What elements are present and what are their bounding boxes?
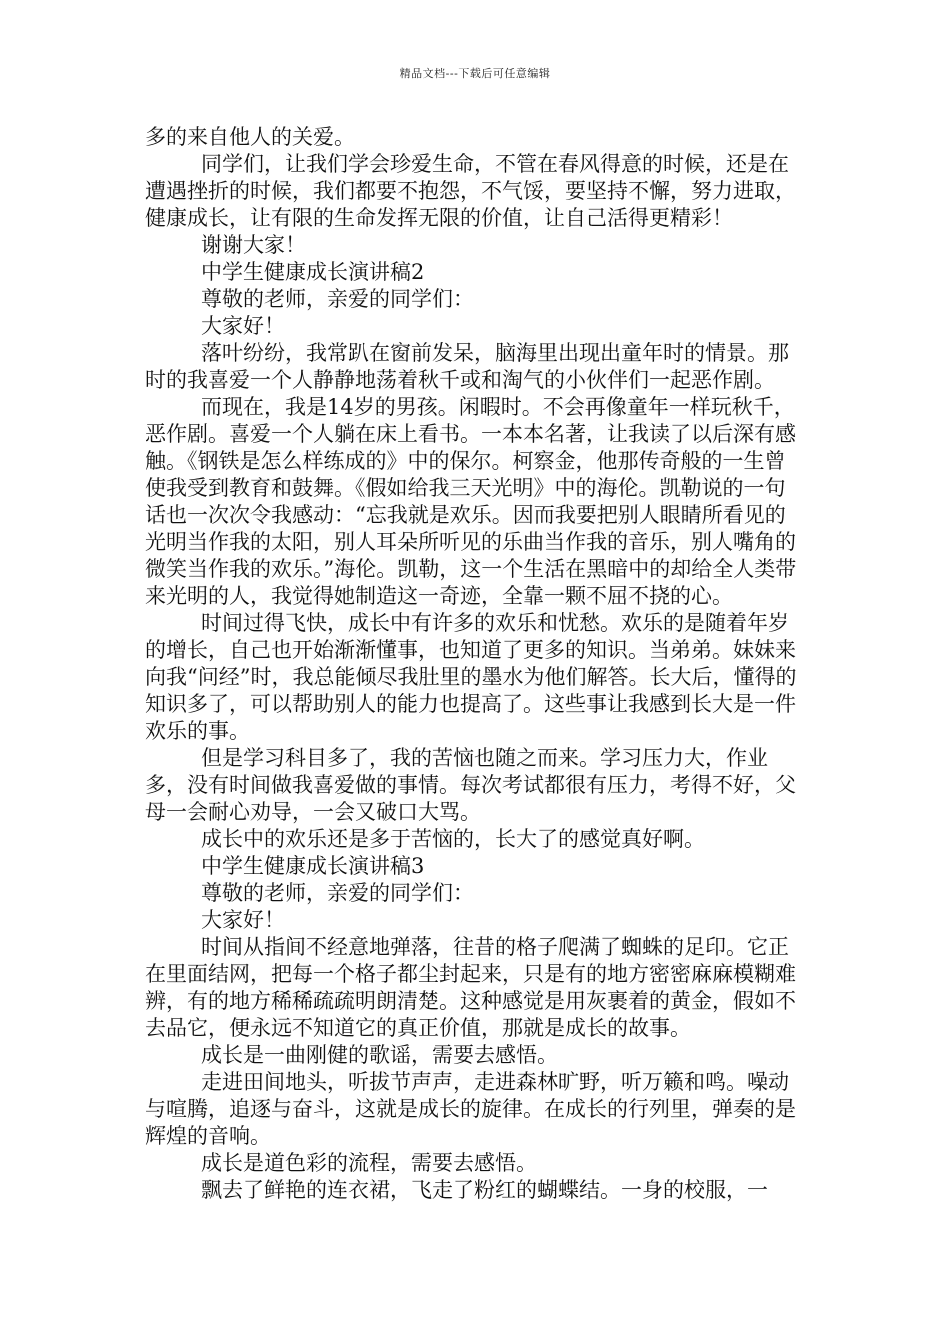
paragraph: 时间过得飞快，成长中有许多的欢乐和忧愁。欢乐的是随着年岁的增长，自己也开始渐渐懂事，也知道了更多的知识。当弟弟。妹妹来向我“问经”时，我总能倾尽我肚里的墨水为他们解答。长大后，懂得的知识多了，可以帮助别人的能力也提高了。这些事让我感到长大是一件欢乐的事。: [145, 611, 797, 743]
paragraph: 大家好！: [201, 314, 285, 338]
paragraph: 尊敬的老师，亲爱的同学们：: [201, 881, 474, 905]
paragraph: 同学们，让我们学会珍爱生命，不管在春风得意的时候，还是在遭遇挫折的时候，我们都要不抱怨，不气馁，要坚持不懈，努力进取，健康成长，让有限的生命发挥无限的价值，让自己活得更精彩！: [145, 152, 796, 230]
paragraph: 走进田间地头，听拔节声声，走进森林旷野，听万籁和鸣。噪动与喧腾，追逐与奋斗，这就是成长的旋律。在成长的行列里，弹奏的是辉煌的音响。: [145, 1070, 796, 1148]
paragraph: 大家好！: [201, 908, 285, 932]
document-body: [145, 124, 805, 1204]
paragraph: 而现在，我是14岁的男孩。闲暇时。不会再像童年一样玩秋千，恶作剧。喜爱一个人躺在床上看书。一本本名著，让我读了以后深有感触。《钢铁是怎么样练成的》中的保尔。柯察金，他那传奇般的一生曾使我受到教育和鼓舞。《假如给我三天光明》中的海伦。凯勒说的一句话也一次次令我感动：“忘我就是欢乐。因而我要把别人眼睛所看见的光明当作我的太阳，别人耳朵所听见的乐曲当作我的音乐，别人嘴角的微笑当作我的欢乐。”海伦。凯勒，这一个生活在黑暗中的却给全人类带来光明的人，我觉得她制造这一奇迹，全靠一颗不屈不挠的心。: [145, 395, 797, 608]
paragraph: 时间从指间不经意地弹落，往昔的格子爬满了蜘蛛的足印。它正在里面结网，把每一个格子都尘封起来，只是有的地方密密麻麻模糊难辨，有的地方稀稀疏疏明朗清楚。这种感觉是用灰裹着的黄金，假如不去品它，便永远不知道它的真正价值，那就是成长的故事。: [145, 935, 796, 1040]
paragraph: 谢谢大家！: [201, 233, 306, 257]
paragraph: 中学生健康成长演讲稿3: [201, 854, 425, 878]
paragraph: 飘去了鲜艳的连衣裙，飞走了粉红的蝴蝶结。一身的校服，一: [201, 1178, 768, 1202]
paragraph: 成长中的欢乐还是多于苦恼的，长大了的感觉真好啊。: [201, 827, 705, 851]
paragraph: 成长是道色彩的流程，需要去感悟。: [201, 1151, 537, 1175]
paragraph: 多的来自他人的关爱。: [145, 125, 355, 149]
paragraph: 成长是一曲刚健的歌谣，需要去感悟。: [201, 1043, 558, 1067]
paragraph: 但是学习科目多了，我的苦恼也随之而来。学习压力大，作业多，没有时间做我喜爱做的事情。每次考试都很有压力，考得不好，父母一会耐心劝导，一会又破口大骂。: [145, 746, 796, 824]
paragraph: 尊敬的老师，亲爱的同学们：: [201, 287, 474, 311]
paragraph: 落叶纷纷，我常趴在窗前发呆，脑海里出现出童年时的情景。那时的我喜爱一个人静静地荡着秋千或和淘气的小伙伴们一起恶作剧。: [145, 341, 789, 392]
paragraph: 中学生健康成长演讲稿2: [201, 260, 425, 284]
page-header: 精品文档---下载后可任意编辑: [399, 67, 551, 80]
